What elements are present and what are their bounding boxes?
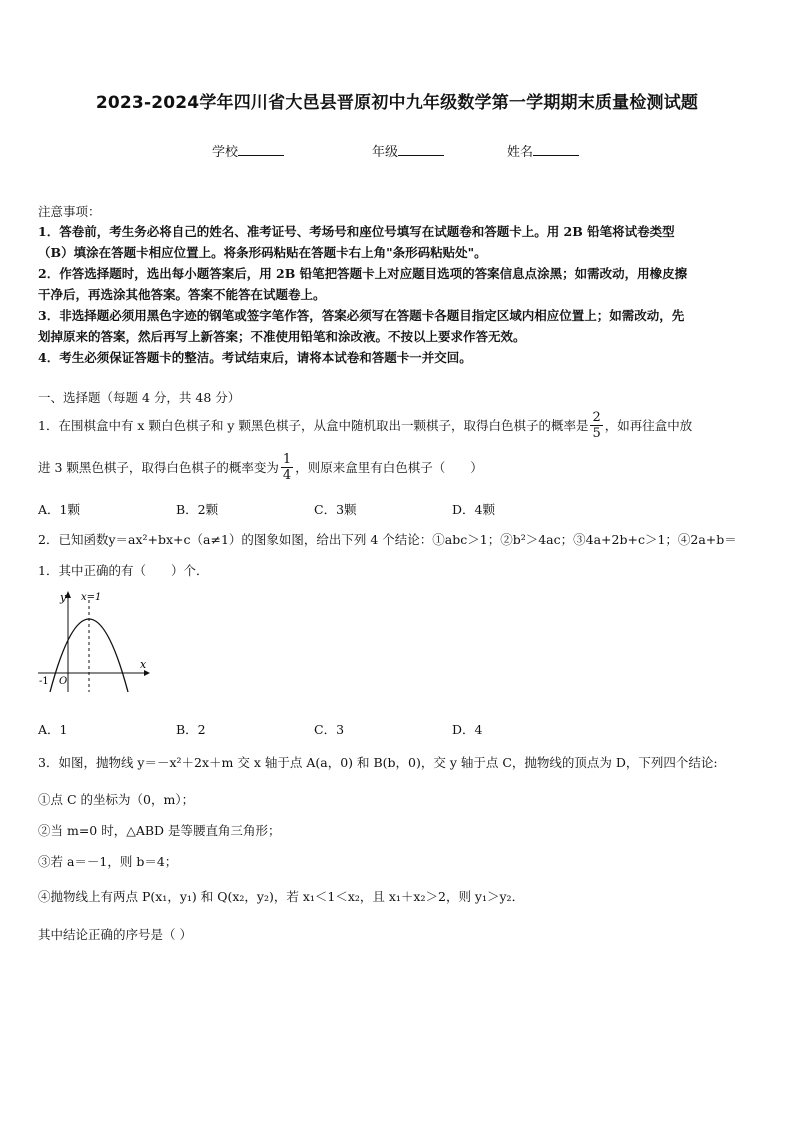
q3-conclusion-1: ①点 C 的坐标为（0，m）； [38, 792, 195, 807]
q2-option-a: A．1 [38, 722, 68, 737]
q1-text-a: 1．在围棋盒中有 x 颗白色棋子和 y 颗黑色棋子，从盒中随机取出一颗棋子，取得白色棋子的概率是 [38, 417, 589, 433]
grade-field [372, 141, 444, 160]
q1-fraction-1 [590, 410, 602, 441]
name-blank [533, 143, 579, 156]
name-field [507, 141, 579, 160]
q2-option-b: B．2 [176, 722, 206, 737]
q1-fraction-2-denominator: 4 [282, 468, 292, 483]
q2-option-c: C．3 [314, 722, 345, 737]
school-blank [238, 143, 284, 156]
page-title: 2023-2024学年四川省大邑县晋原初中九年级数学第一学期期末质量检测试题 [95, 93, 699, 113]
x-axis-label: x [140, 658, 147, 671]
section-heading: 一、选择题（每题 4 分，共 48 分） [38, 390, 241, 405]
q1-option-c: C．3颗 [314, 502, 357, 517]
origin-label: O [59, 676, 68, 687]
q3-conclusion-3: ③若 a＝－1，则 b＝4； [38, 854, 178, 869]
q3-line-1: 3．如图，抛物线 y＝－x²＋2x＋m 交 x 轴于点 A(a，0) 和 B(b，0)，交 y 轴于点 C，抛物线的顶点为 D，下列四个结论: [38, 755, 718, 770]
note-4: 4．考生必须保证答题卡的整洁。考试结束后，请将本试卷和答题卡一并交回。 [38, 350, 472, 365]
neg-one-label: -1 [39, 676, 49, 687]
grade-label: 年级 [372, 145, 399, 160]
q3-conclusion-2: ②当 m=0 时，△ABD 是等腰直角三角形； [38, 823, 281, 838]
symmetry-label: x=1 [81, 592, 102, 603]
q2-line-1: 2．已知函数y＝ax²+bx+c（a≠1）的图象如图，给出下列 4 个结论：①abc＞1；②b²＞4ac；③4a+2b+c＞1；④2a+b＝ [38, 532, 737, 547]
note-1-line-2: （B）填涂在答题卡相应位置上。将条形码粘贴在答题卡右上角"条形码粘贴处"。 [38, 245, 487, 260]
q2-line-2: 1．其中正确的有（ ）个． [38, 563, 209, 578]
q1-line-1 [38, 410, 692, 441]
q2-parabola-graph [36, 588, 152, 694]
note-1-line-1: 1．答卷前，考生务必将自己的姓名、准考证号、考场号和座位号填写在试题卷和答题卡上。用 2B 铅笔将试卷类型 [38, 224, 675, 239]
q1-fraction-1-numerator: 2 [592, 410, 601, 425]
q3-conclusion-4: ④抛物线上有两点 P(x₁，y₁) 和 Q(x₂，y₂)，若 x₁＜1＜x₂，且 x₁＋x₂＞2，则 y₁＞y₂． [38, 889, 525, 904]
notes-heading: 注意事项： [38, 204, 101, 219]
school-field [212, 141, 284, 160]
y-axis-label: y [60, 591, 67, 604]
q1-text-c: 进 3 颗黑色棋子，取得白色棋子的概率变为 [38, 459, 279, 475]
note-3-line-2: 划掉原来的答案，然后再写上新答案；不准使用铅笔和涂改液。不按以上要求作答无效。 [38, 329, 526, 344]
q2-option-d: D．4 [452, 722, 483, 737]
q1-fraction-1-denominator: 5 [592, 426, 601, 441]
name-label: 姓名 [507, 145, 534, 160]
q3-answer-prompt: 其中结论正确的序号是（ ） [38, 927, 192, 942]
q1-option-a: A．1颗 [38, 502, 80, 517]
q1-option-d: D．4颗 [452, 502, 495, 517]
school-label: 学校 [212, 145, 239, 160]
q1-option-b: B．2颗 [176, 502, 219, 517]
q1-line-2 [38, 452, 483, 483]
note-2-line-2: 干净后，再选涂其他答案。答案不能答在试题卷上。 [38, 287, 326, 302]
grade-blank [398, 143, 444, 156]
q1-text-b: ，如再往盒中放 [604, 417, 693, 433]
q1-text-d: ，则原来盒里有白色棋子（ ） [295, 459, 483, 475]
q1-fraction-2-numerator: 1 [282, 452, 292, 467]
q1-fraction-2 [281, 452, 293, 483]
note-3-line-1: 3．非选择题必须用黑色字迹的钢笔或签字笔作答，答案必须写在答题卡各题目指定区域内相应位置上；如需改动，先 [38, 308, 685, 323]
note-2-line-1: 2．作答选择题时，选出每小题答案后，用 2B 铅笔把答题卡上对应题目选项的答案信息点涂黑；如需改动，用橡皮擦 [38, 266, 688, 281]
